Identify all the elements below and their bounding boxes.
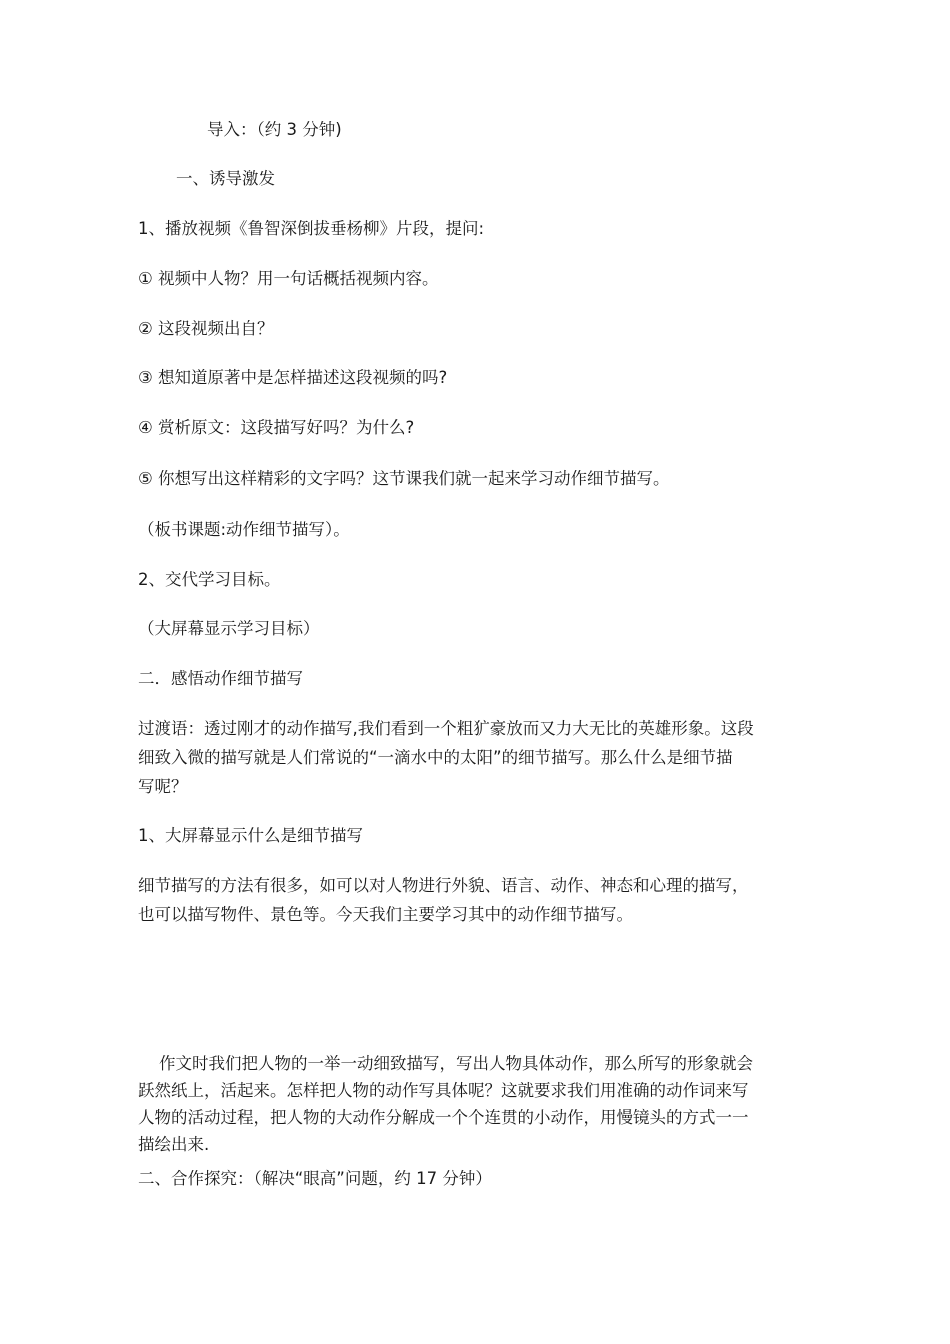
board-title: （板书课题:动作细节描写）。 [138,520,350,539]
writing-line: 人物的活动过程，把人物的大动作分解成一个个连贯的小动作，用慢镜头的方式一一 [138,1108,749,1127]
detail-line: 细节描写的方法有很多，如可以对人物进行外貌、语言、动作、神态和心理的描写， [138,876,749,895]
transition-line: 细致入微的描写就是人们常说的“一滴水中的太阳”的细节描写。那么什么是细节描 [138,748,733,767]
item-2: 2、交代学习目标。 [138,570,281,589]
writing-paragraph [138,1050,818,1158]
question-3: ③ 想知道原著中是怎样描述这段视频的吗? [138,368,448,387]
question-1: ① 视频中人物？用一句话概括视频内容。 [138,269,439,288]
item-1: 1、播放视频《鲁智深倒拔垂杨柳》片段，提问: [138,219,485,238]
question-5: ⑤ 你想写出这样精彩的文字吗？这节课我们就一起来学习动作细节描写。 [138,469,670,488]
transition-line: 写呢？ [138,777,188,796]
writing-line: 跃然纸上，活起来。怎样把人物的动作写具体呢？这就要求我们用准确的动作词来写 [138,1081,749,1100]
screen-goals: （大屏幕显示学习目标） [138,619,320,638]
transition-paragraph [138,714,818,801]
question-4: ④ 赏析原文：这段描写好吗？为什么? [138,418,415,437]
intro-heading: 导入：（约 3 分钟) [207,120,342,139]
detail-line: 也可以描写物件、景色等。今天我们主要学习其中的动作细节描写。 [138,905,633,924]
section-2-heading: 二．感悟动作细节描写 [138,669,303,688]
question-2: ② 这段视频出自？ [138,319,274,338]
transition-line: 过渡语：透过刚才的动作描写,我们看到一个粗犷豪放而又力大无比的英雄形象。这段 [138,719,754,738]
writing-line: 作文时我们把人物的一举一动细致描写，写出人物具体动作，那么所写的形象就会 [138,1054,753,1073]
writing-line: 描绘出来. [138,1135,210,1154]
item-2-1: 1、大屏幕显示什么是细节描写 [138,826,363,845]
section-1-heading: 一、诱导激发 [176,169,275,188]
detail-paragraph [138,871,818,929]
section-3-heading: 二、合作探究：（解决“眼高”问题，约 17 分钟） [138,1169,492,1188]
